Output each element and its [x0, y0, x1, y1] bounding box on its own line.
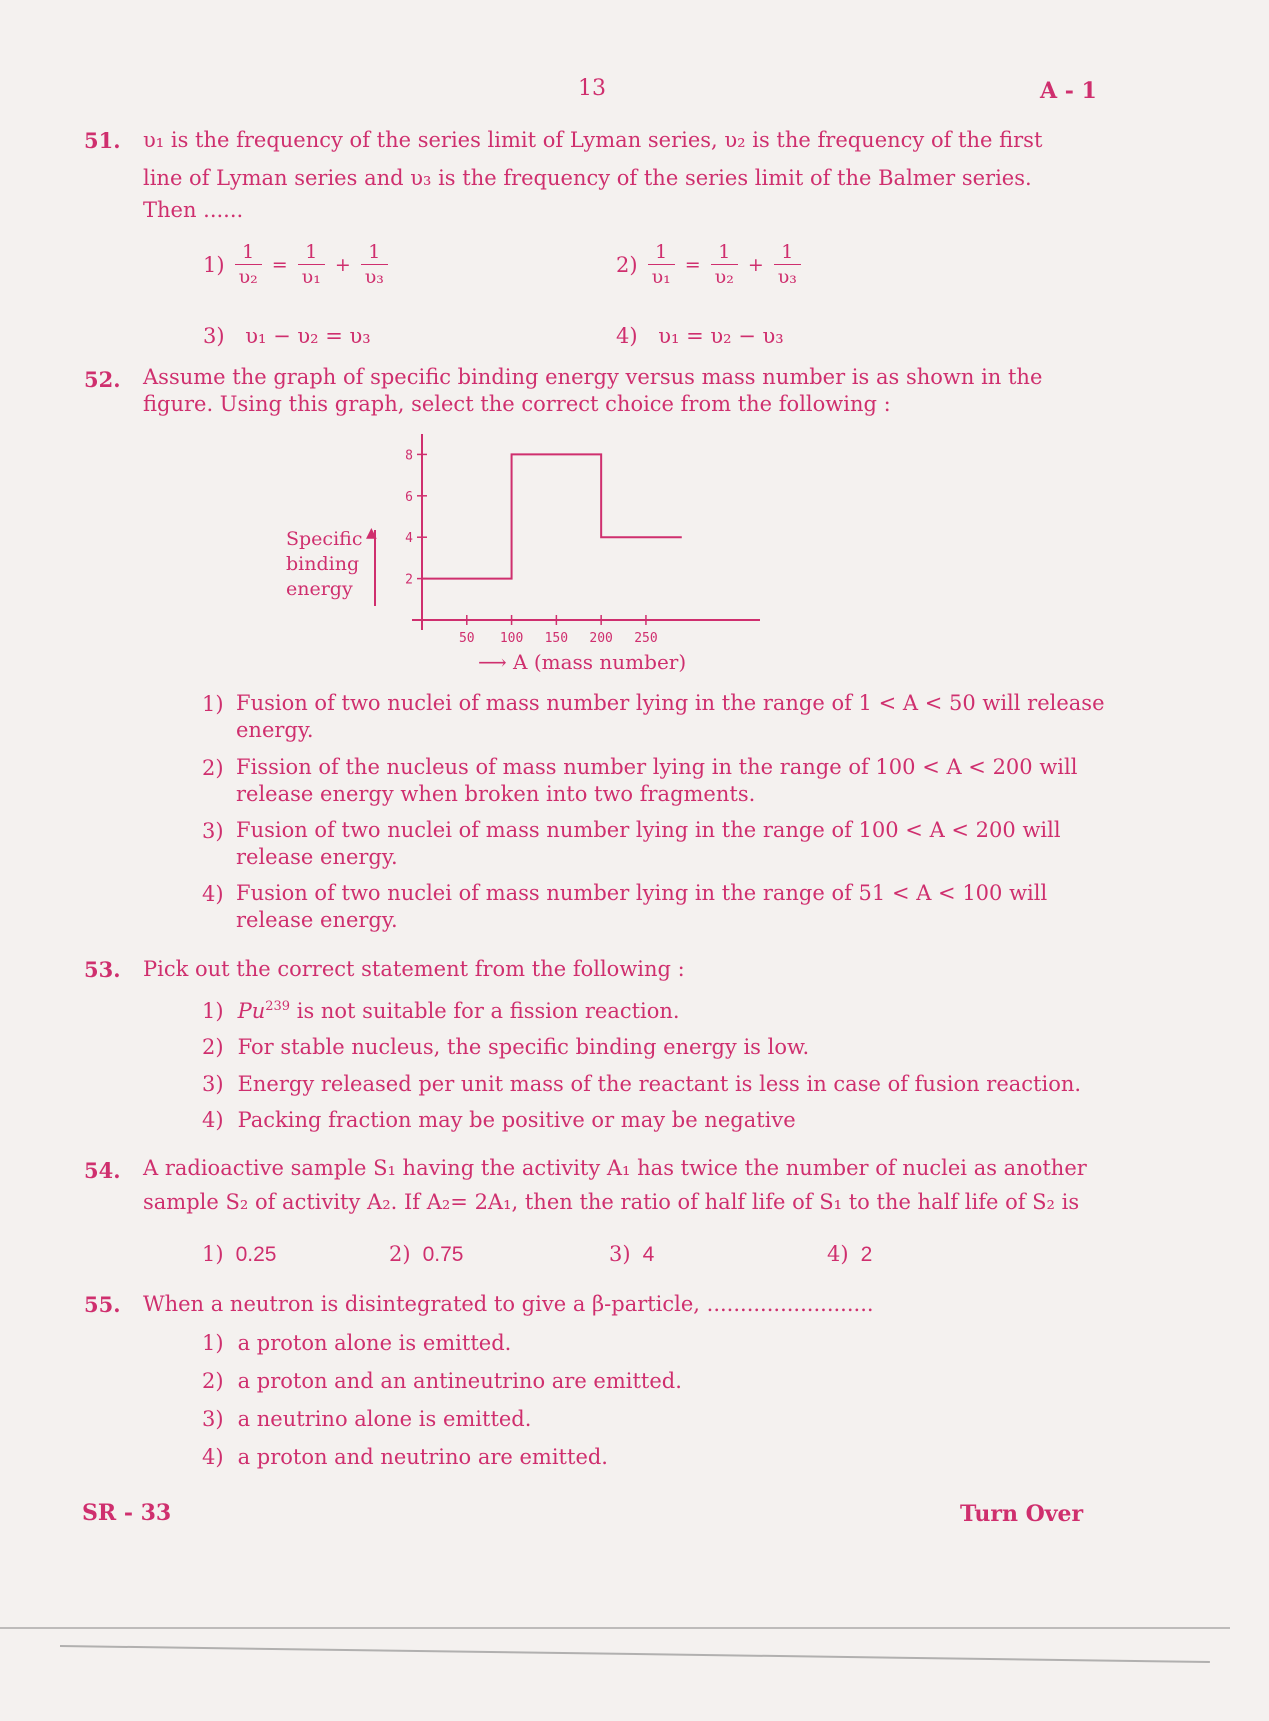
fraction-lhs: $\frac{1}{\text{υ₂}}$ [235, 240, 262, 289]
q53-option-3[interactable] [202, 1070, 1081, 1098]
option-text [236, 880, 1106, 934]
plus-sign: + [334, 253, 351, 276]
option-text: υ₁ = υ₂ − υ₃ [658, 324, 784, 348]
fraction-rhs-1: $\frac{1}{\text{υ₂}}$ [711, 240, 738, 289]
x-axis-label: A (mass number) [513, 650, 687, 674]
option-label: 3) [202, 1072, 224, 1096]
y-tick-label-6: 6 [405, 489, 413, 505]
option-value: 0.75 [422, 1243, 464, 1266]
y-tick-label-4: 4 [405, 531, 413, 547]
option-value: 0.25 [235, 1243, 277, 1266]
option-label: 4) [202, 882, 224, 906]
option-label: 4) [616, 324, 638, 348]
y-tick-label-2: 2 [405, 572, 413, 588]
q55-option-4[interactable] [202, 1443, 608, 1471]
option-text [236, 690, 1106, 744]
y-axis-label-text: Specific binding energy [286, 528, 363, 600]
option-label: 3) [202, 1407, 224, 1431]
q51-option-2[interactable] [616, 240, 801, 289]
question-53-text: Pick out the correct statement from the following : [143, 957, 685, 981]
question-54-text [143, 1151, 1103, 1219]
fraction-rhs-2: $\frac{1}{\text{υ₃}}$ [361, 240, 388, 289]
question-number-52: 52. [84, 367, 121, 392]
option-text [236, 817, 1106, 871]
option-text: For stable nucleus, the specific binding energy is low. [237, 1035, 810, 1059]
q54-option-3[interactable] [609, 1240, 654, 1269]
option-value: 2 [860, 1243, 873, 1266]
option-label: 4) [202, 1445, 224, 1469]
option-text [236, 754, 1106, 808]
option-label: 2) [202, 756, 224, 780]
option-label: 1) [202, 1331, 224, 1355]
fraction-rhs-2: $\frac{1}{\text{υ₃}}$ [774, 240, 801, 289]
q54-option-2[interactable] [389, 1240, 463, 1269]
option-line: Fusion of two nuclei of mass number lying in the range of 1 < A < 50 will release [236, 691, 1105, 715]
q54-option-4[interactable] [827, 1240, 872, 1269]
x-tick-label-250: 250 [634, 631, 658, 646]
fraction-lhs: $\frac{1}{\text{υ₁}}$ [648, 240, 675, 289]
scan-edge-line [60, 1645, 1210, 1663]
equals-sign: = [684, 253, 701, 276]
q54-line2: sample S₂ of activity A₂. If A₂= 2A₁, then the ratio of half life of S₁ to the half life of S₂ is [143, 1190, 1080, 1214]
option-line: energy. [236, 718, 314, 742]
up-arrow-shaft [374, 530, 376, 606]
option-line: Fusion of two nuclei of mass number lying in the range of 51 < A < 100 will [236, 881, 1048, 905]
option-label: 1) [202, 999, 224, 1023]
q53-option-1[interactable] [202, 993, 680, 1025]
binding-energy-chart [360, 430, 760, 670]
question-number-54: 54. [84, 1158, 121, 1183]
option-label: 4) [202, 1108, 224, 1132]
question-number-51: 51. [84, 128, 121, 153]
option-text: Packing fraction may be positive or may be negative [237, 1108, 796, 1132]
option-label: 2) [616, 252, 638, 277]
option-label: 4) [827, 1242, 849, 1266]
question-number-53: 53. [84, 957, 121, 982]
option-label: 1) [203, 252, 225, 277]
q54-option-1[interactable] [202, 1240, 276, 1269]
q51-option-4[interactable] [616, 322, 784, 350]
q52-line2: figure. Using this graph, select the correct choice from the following : [143, 392, 891, 416]
question-number-55: 55. [84, 1292, 121, 1317]
x-tick-label-200: 200 [589, 631, 613, 646]
q53-option-4[interactable] [202, 1106, 796, 1134]
question-52-text [143, 364, 1103, 418]
q51-line3: Then ...... [143, 198, 244, 222]
series-line-binding-energy [422, 454, 682, 578]
option-label: 2) [202, 1035, 224, 1059]
option-label: 3) [202, 819, 224, 843]
option-line: release energy. [236, 908, 398, 932]
question-51-text [143, 121, 1103, 223]
option-line: release energy. [236, 845, 398, 869]
question-55-text: When a neutron is disintegrated to give a β-particle, ......................... [143, 1292, 874, 1316]
q51-line2: line of Lyman series and υ₃ is the frequency of the series limit of the Balmer series. [143, 166, 1032, 190]
option-text: Pu$^{239}$ is not suitable for a fission reaction. [237, 999, 680, 1023]
q55-option-2[interactable] [202, 1367, 682, 1395]
q51-option-1[interactable] [203, 240, 388, 289]
option-label: 3) [203, 324, 225, 348]
option-text: a proton alone is emitted. [237, 1331, 512, 1355]
option-text: Energy released per unit mass of the reactant is less in case of fusion reaction. [237, 1072, 1082, 1096]
x-tick-label-50: 50 [458, 631, 475, 646]
option-text: a proton and neutrino are emitted. [237, 1445, 608, 1469]
option-text: a neutrino alone is emitted. [237, 1407, 532, 1431]
q54-line1: A radioactive sample S₁ having the activity A₁ has twice the number of nuclei as another [143, 1156, 1087, 1180]
option-line: Fusion of two nuclei of mass number lying in the range of 100 < A < 200 will [236, 818, 1061, 842]
page-number: 13 [578, 76, 606, 101]
option-label: 1) [202, 1242, 224, 1266]
q55-option-1[interactable] [202, 1329, 511, 1357]
option-text: a proton and an antineutrino are emitted. [237, 1369, 682, 1393]
isotope-symbol: Pu [237, 999, 266, 1023]
option-label: 2) [202, 1369, 224, 1393]
plus-sign: + [747, 253, 764, 276]
q55-option-3[interactable] [202, 1405, 531, 1433]
option-value: 4 [642, 1243, 655, 1266]
y-tick-label-8: 8 [405, 448, 413, 464]
q51-line1: υ₁ is the frequency of the series limit of Lyman series, υ₂ is the frequency of the first [143, 128, 1043, 152]
equals-sign: = [271, 253, 288, 276]
isotope-mass-number: 239 [265, 999, 291, 1014]
arrow-up-icon: ▲ [366, 525, 377, 541]
option-label: 3) [609, 1242, 631, 1266]
footer-code: SR - 33 [82, 1500, 172, 1526]
q52-line1: Assume the graph of specific binding energy versus mass number is as shown in the [143, 365, 1043, 389]
option-label: 2) [389, 1242, 411, 1266]
x-tick-label-100: 100 [499, 631, 524, 646]
q53-option-2[interactable] [202, 1033, 809, 1061]
option-label: 1) [202, 692, 224, 716]
turn-over: Turn Over [960, 1501, 1084, 1527]
option-line: Fission of the nucleus of mass number lying in the range of 100 < A < 200 will [236, 755, 1078, 779]
paper-code: A - 1 [1040, 78, 1097, 104]
y-axis-label [286, 527, 362, 602]
scan-edge-line [0, 1627, 1230, 1629]
x-axis-caption [478, 650, 686, 674]
option-line: release energy when broken into two fragments. [236, 782, 756, 806]
option-text: υ₁ − υ₂ = υ₃ [245, 324, 371, 348]
fraction-rhs-1: $\frac{1}{\text{υ₁}}$ [298, 240, 325, 289]
arrow-right-icon: ⟶ [478, 650, 507, 674]
x-tick-label-150: 150 [544, 631, 569, 646]
q51-option-3[interactable] [203, 322, 371, 350]
